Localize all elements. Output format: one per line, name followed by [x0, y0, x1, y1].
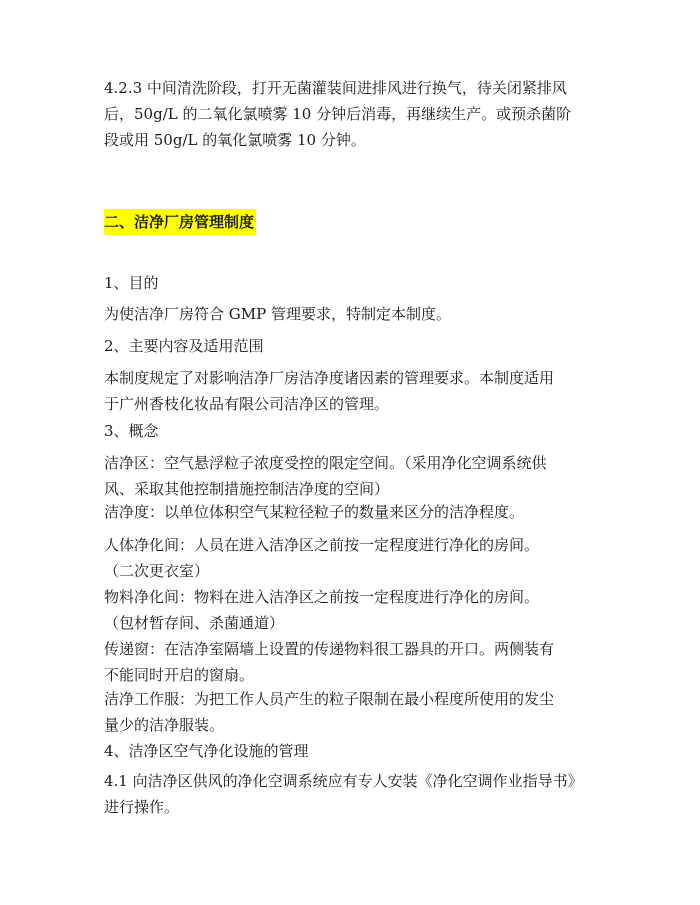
section-2-title — [104, 333, 609, 359]
text-line: 不能同时开启的窗扇。 — [104, 666, 255, 684]
text-line: 后，50g/L 的二氧化氯喷雾 10 分钟后消毒，再继续生产。或预杀菌阶 — [104, 105, 572, 123]
text-line: 人体净化间：人员在进入洁净区之前按一定程度进行净化的房间。 — [104, 536, 540, 554]
text-line: 物料净化间：物料在进入洁净区之前按一定程度进行净化的房间。 — [104, 588, 540, 606]
text-line: 洁净区：空气悬浮粒子浓度受控的限定空间。（采用净化空调系统供 — [104, 454, 547, 472]
definition-clean-clothes — [104, 686, 609, 738]
text-line: 洁净工作服：为把工作人员产生的粒子限制在最小程度所使用的发尘 — [104, 690, 555, 708]
text-line: 2、主要内容及适用范围 — [104, 337, 264, 355]
section-4-1-text — [104, 768, 609, 820]
text-line: 1、目的 — [104, 274, 159, 292]
definition-person-room — [104, 532, 609, 584]
text-line: 洁净度：以单位体积空气某粒径粒子的数量来区分的洁净程度。 — [104, 503, 525, 521]
text-line: 风、采取其他控制措施控制洁净度的空间） — [104, 480, 390, 498]
text-line: 4、洁净区空气净化设施的管理 — [104, 742, 309, 760]
section-1-text — [104, 301, 609, 327]
text-line: 本制度规定了对影响洁净厂房洁净度诸因素的管理要求。本制度适用 — [104, 369, 555, 387]
text-line: 3、概念 — [104, 422, 159, 440]
text-line: 进行操作。 — [104, 798, 180, 816]
text-line: （包材暂存间、杀菌通道） — [104, 614, 285, 632]
definition-cleanliness — [104, 499, 609, 525]
section-1-title — [104, 270, 609, 296]
definition-material-room — [104, 584, 609, 636]
section-4-title — [104, 738, 609, 764]
text-line: 量少的洁净服装。 — [104, 716, 225, 734]
paragraph-4-2-3 — [104, 75, 609, 153]
definition-pass-window — [104, 636, 609, 688]
text-line: （二次更衣室） — [104, 562, 210, 580]
section-heading-highlighted: 二、洁净厂房管理制度 — [104, 209, 256, 235]
text-line: 传递窗：在洁净室隔墙上设置的传递物料很工器具的开口。两侧装有 — [104, 640, 555, 658]
text-line: 4.2.3 中间清洗阶段，打开无菌灌装间进排风进行换气，待关闭紧排风 — [104, 79, 567, 97]
section-3-title — [104, 418, 609, 444]
text-line: 于广州香枝化妆品有限公司洁净区的管理。 — [104, 395, 390, 413]
text-line: 为使洁净厂房符合 GMP 管理要求，特制定本制度。 — [104, 305, 451, 323]
section-2-text — [104, 365, 609, 417]
definition-clean-zone — [104, 450, 609, 502]
text-line: 4.1 向洁净区供风的净化空调系统应有专人安装《净化空调作业指导书》 — [104, 772, 583, 790]
text-line: 段或用 50g/L 的氧化氯喷雾 10 分钟。 — [104, 131, 366, 149]
